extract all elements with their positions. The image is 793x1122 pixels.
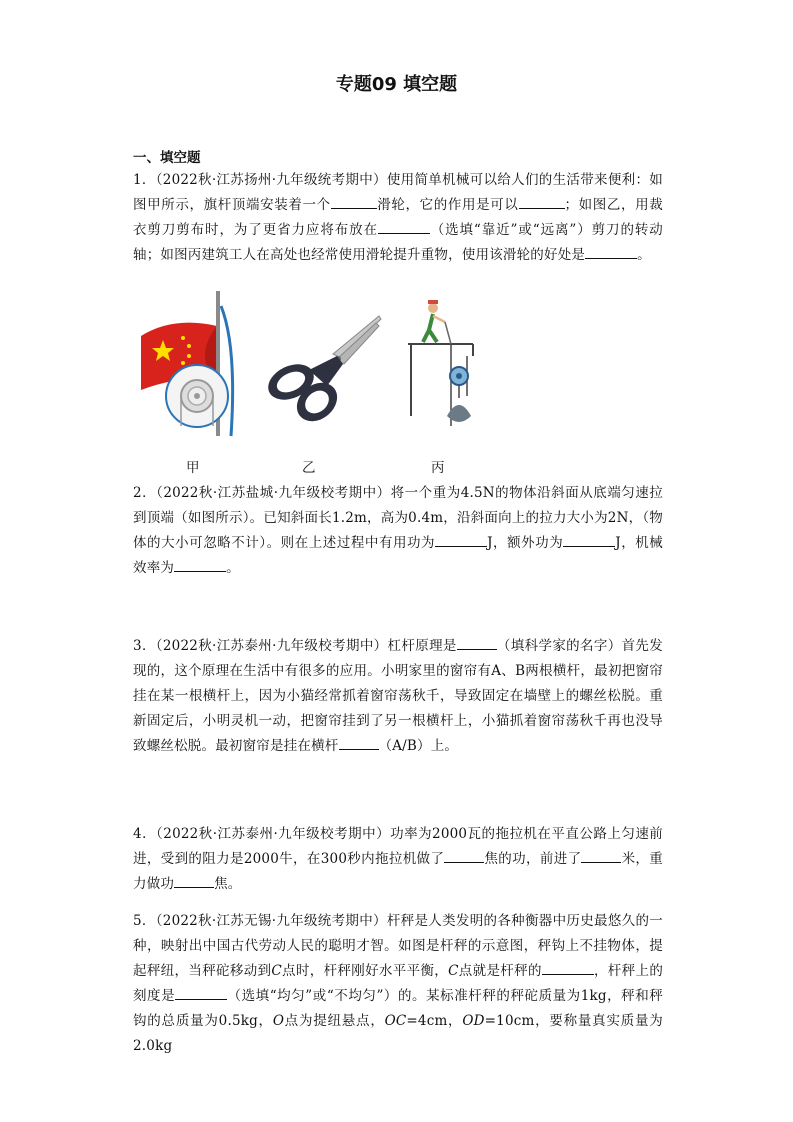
answer-blank[interactable] <box>435 532 487 547</box>
answer-blank[interactable] <box>457 635 497 650</box>
flag-image <box>141 291 233 436</box>
answer-blank[interactable] <box>444 848 484 863</box>
figure-caption-a: 甲 <box>186 460 200 476</box>
section-heading: 一、填空题 <box>133 150 201 166</box>
answer-blank[interactable] <box>542 960 594 975</box>
answer-blank[interactable] <box>174 557 226 572</box>
scissors-image <box>262 316 381 429</box>
flagpole-pulley-figure <box>133 286 493 456</box>
answer-blank[interactable] <box>563 532 615 547</box>
pulley-worker-image <box>408 300 473 426</box>
figure-caption-c: 丙 <box>431 460 445 476</box>
answer-blank[interactable] <box>175 985 227 1000</box>
answer-blank[interactable] <box>339 735 379 750</box>
question-1: 1．（2022秋·江苏扬州·九年级统考期中）使用简单机械可以给人们的生活带来便利：如图甲所示，旗杆顶端安装着一个 滑轮，它的作用是可以 ；如图乙，用裁衣剪刀剪布时，为了更省力应将布放在 （选填“靠近”或“远离”）剪刀的转动轴；如图丙建筑工人在高处也经常使用滑轮提升重物，使用该滑轮的好处是 。 <box>133 172 664 263</box>
answer-blank[interactable] <box>331 194 377 209</box>
question-5: 5．（2022秋·江苏无锡·九年级统考期中）杆秤是人类发明的各种衡器中历史最悠久的一种，映射出中国古代劳动人民的聪明才智。如图是杆秤的示意图，秤钩上不挂物体，提起秤纽，当秤砣移动到C点时，杆秤刚好水平平衡，C点就是杆秤的 ，杆秤上的刻度是 （选填“均匀”或“不均匀”）的。某标准杆秤的秤砣质量为1kg，秤和秤钩的总质量为0.5kg，O点为提纽悬点，OC=4cm，OD=10cm，要称量真实质量为2.0kg <box>133 913 664 1054</box>
answer-blank[interactable] <box>581 848 621 863</box>
page-title: 专题09 填空题 <box>335 74 458 95</box>
answer-blank[interactable] <box>585 244 637 259</box>
question-3: 3．（2022秋·江苏泰州·九年级校考期中）杠杆原理是 （填科学家的名字）首先发现的，这个原理在生活中有很多的应用。小明家里的窗帘有A、B两根横杆，最初把窗帘挂在某一根横杆上，因为小猫经常抓着窗帘荡秋千，导致固定在墙壁上的螺丝松脱。重新固定后，小明灵机一动，把窗帘挂到了另一根横杆上，小猫抓着窗帘荡秋千再也没导致螺丝松脱。最初窗帘是挂在横杆 （A/B）上。 <box>133 634 663 759</box>
answer-blank[interactable] <box>174 873 214 888</box>
figure-caption-b: 乙 <box>302 460 316 476</box>
figure-row <box>133 286 493 476</box>
question-2: 2．（2022秋·江苏盐城·九年级校考期中）将一个重为4.5N的物体沿斜面从底端匀速拉到顶端（如图所示）。已知斜面长1.2m，高为0.4m，沿斜面向上的拉力大小为2N，（物体的大小可忽略不计）。则在上述过程中有用功为 J，额外功为 J，机械效率为 。 <box>133 485 663 576</box>
question-4: 4．（2022秋·江苏泰州·九年级校考期中）功率为2000瓦的拖拉机在平直公路上匀速前进，受到的阻力是2000牛，在300秒内拖拉机做了 焦的功，前进了 米，重力做功 焦。 <box>133 826 663 892</box>
answer-blank[interactable] <box>378 219 430 234</box>
answer-blank[interactable] <box>519 194 565 209</box>
